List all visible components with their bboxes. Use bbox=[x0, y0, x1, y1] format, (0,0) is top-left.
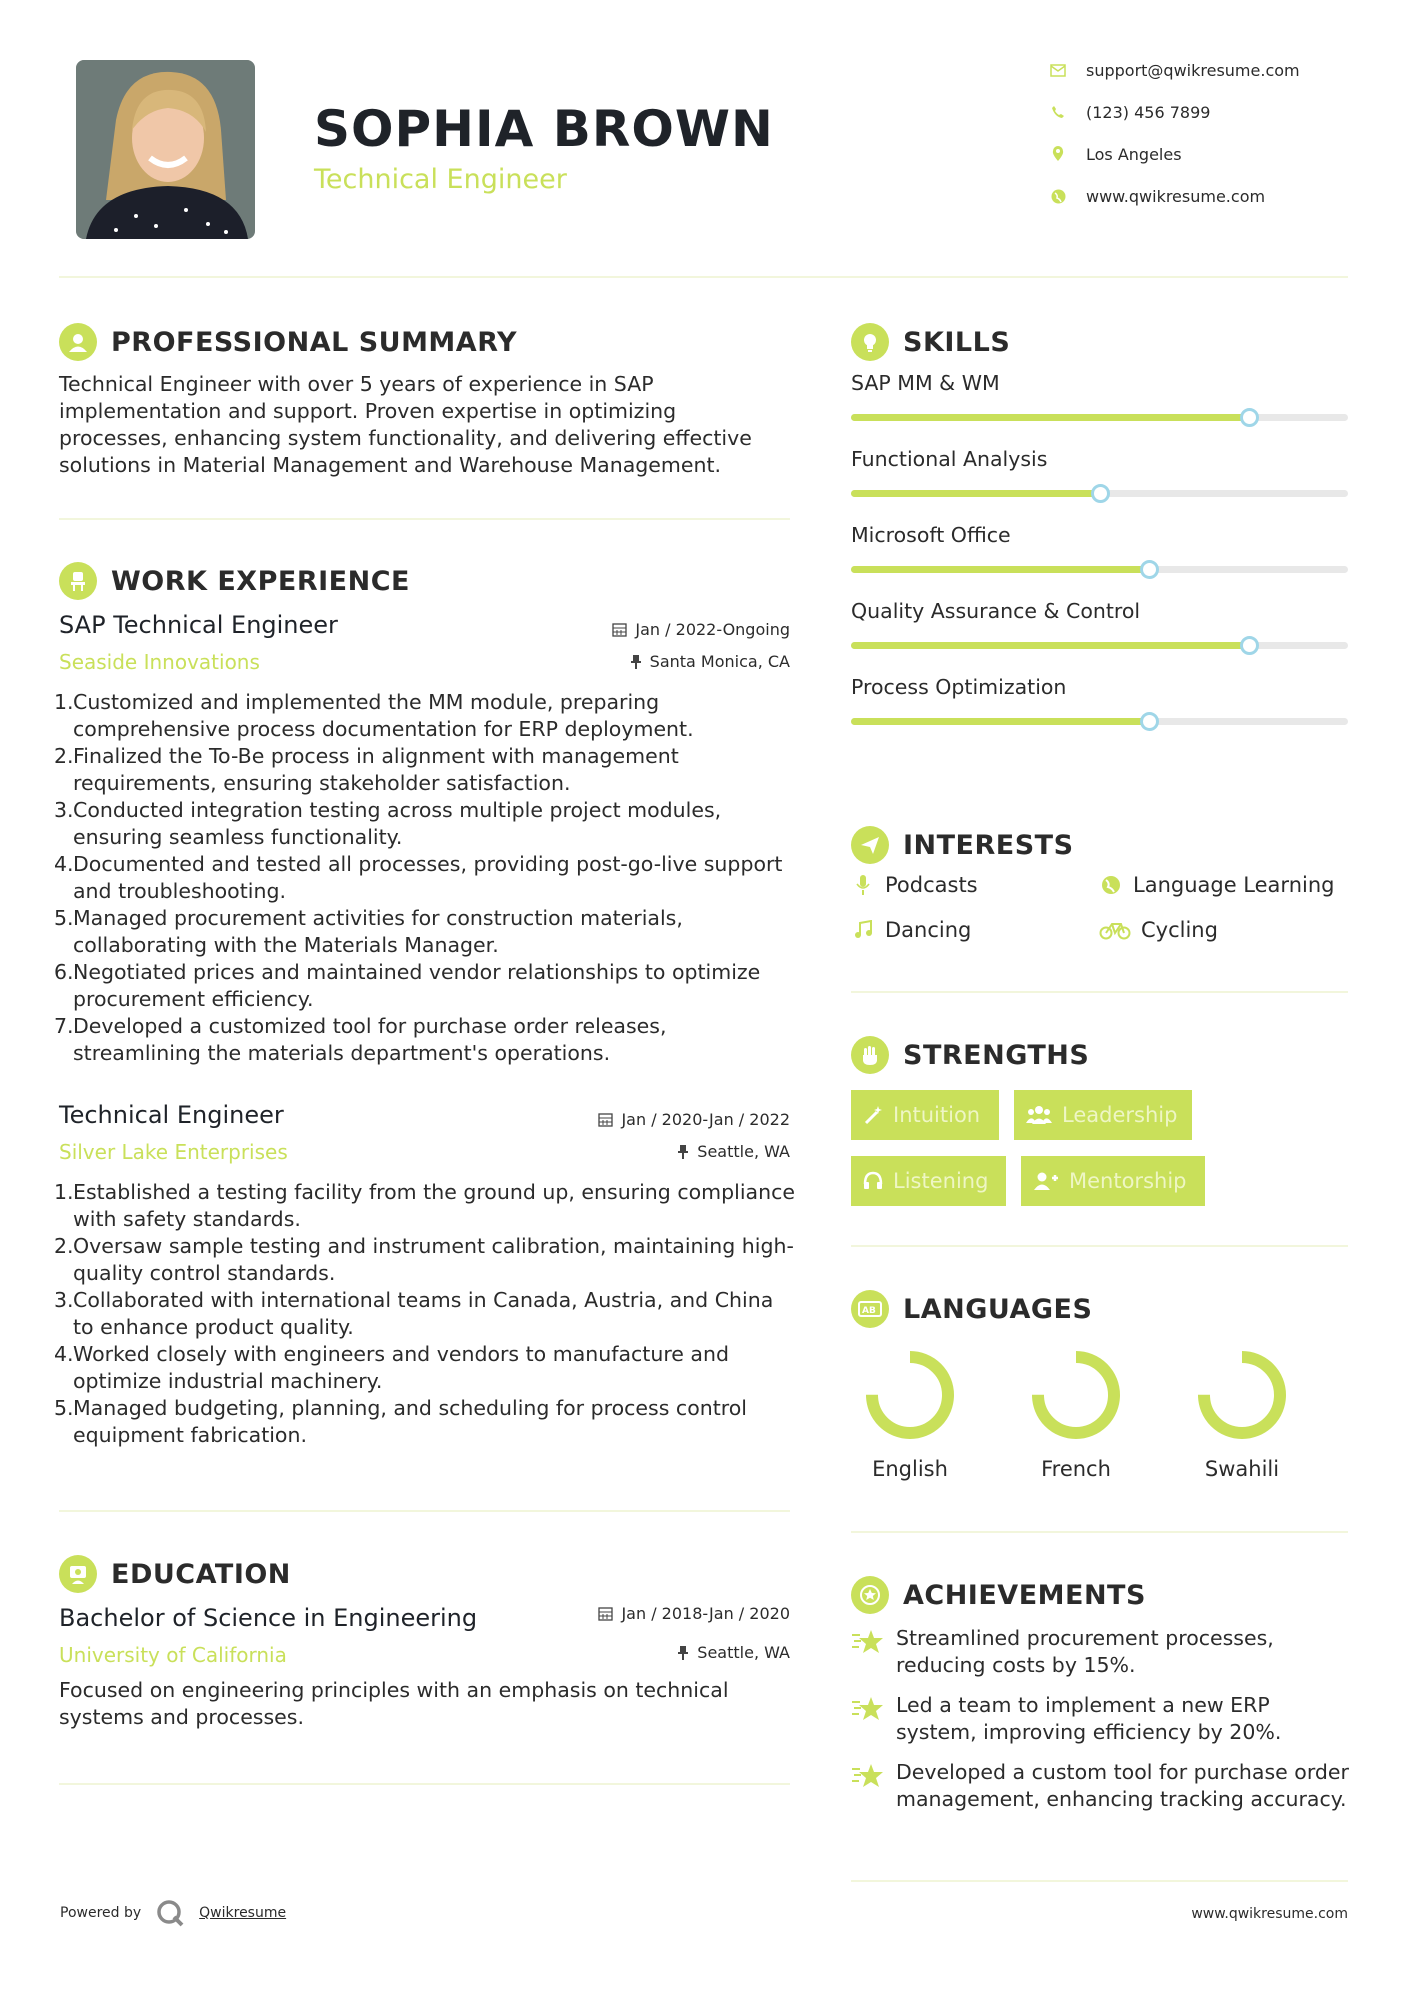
languages-divider bbox=[851, 1531, 1348, 1533]
star-icon bbox=[851, 1761, 885, 1795]
achievement-item: Led a team to implement a new ERP system, improving efficiency by 20%. bbox=[851, 1692, 1351, 1746]
lightbulb-icon bbox=[851, 323, 889, 361]
job-location: Seattle, WA bbox=[560, 1142, 790, 1161]
job-company: Silver Lake Enterprises bbox=[59, 1140, 288, 1164]
interest-item: Cycling bbox=[1099, 918, 1218, 942]
star-icon bbox=[851, 1627, 885, 1661]
education-date: Jan / 2018-Jan / 2020 bbox=[540, 1604, 790, 1623]
achievements-heading: ACHIEVEMENTS bbox=[851, 1576, 1146, 1614]
bicycle-icon bbox=[1099, 918, 1131, 942]
contact-location: Los Angeles bbox=[1050, 142, 1182, 166]
language-level-arc bbox=[1038, 1357, 1114, 1433]
job-title: Technical Engineer bbox=[59, 1101, 284, 1129]
languages-heading: AB LANGUAGES bbox=[851, 1290, 1092, 1328]
contact-email[interactable]: support@qwikresume.com bbox=[1050, 58, 1300, 82]
hand-icon bbox=[851, 1036, 889, 1074]
interest-item: Language Learning bbox=[1099, 873, 1334, 897]
paper-plane-icon bbox=[851, 826, 889, 864]
skill-bar bbox=[851, 414, 1348, 421]
calendar-icon bbox=[598, 1606, 613, 1621]
list-item: 4. Worked closely with engineers and vendors to manufacture and optimize industrial machinery. bbox=[54, 1342, 729, 1393]
profile-photo bbox=[76, 60, 255, 239]
skill-label: Process Optimization bbox=[851, 675, 1067, 699]
skill-bar bbox=[851, 642, 1348, 649]
list-item: 2. Oversaw sample testing and instrument calibration, maintaining high-quality control standards. bbox=[54, 1234, 794, 1285]
magic-wand-icon bbox=[863, 1105, 883, 1125]
language-name: English bbox=[872, 1457, 948, 1481]
language-level-ring bbox=[1197, 1350, 1287, 1440]
job-bullets bbox=[54, 689, 794, 1067]
job-company: Seaside Innovations bbox=[59, 650, 260, 674]
job-date: Jan / 2020-Jan / 2022 bbox=[540, 1110, 790, 1129]
music-note-icon bbox=[851, 918, 875, 942]
pin-icon bbox=[677, 1144, 689, 1159]
user-icon bbox=[59, 323, 97, 361]
language-name: Swahili bbox=[1204, 1457, 1280, 1481]
skill-level-knob bbox=[1091, 484, 1110, 503]
skill-bar bbox=[851, 718, 1348, 725]
skill-bar-fill bbox=[851, 490, 1100, 497]
skill-bar bbox=[851, 566, 1348, 573]
skill-label: Quality Assurance & Control bbox=[851, 599, 1141, 623]
skill-bar-fill bbox=[851, 566, 1149, 573]
interests-heading: INTERESTS bbox=[851, 826, 1074, 864]
strengths-divider bbox=[851, 1245, 1348, 1247]
star-icon bbox=[851, 1694, 885, 1728]
users-icon bbox=[1026, 1105, 1052, 1125]
strength-chip: Leadership bbox=[1014, 1090, 1192, 1140]
user-plus-icon bbox=[1033, 1171, 1059, 1191]
map-pin-icon bbox=[1050, 146, 1066, 162]
envelope-icon bbox=[1050, 62, 1066, 78]
job-bullets bbox=[54, 1179, 799, 1449]
microphone-icon bbox=[851, 873, 875, 897]
strength-chip: Listening bbox=[851, 1156, 1006, 1206]
qwikresume-link[interactable]: Qwikresume bbox=[199, 1905, 287, 1921]
list-item: 1. Customized and implemented the MM module, preparing comprehensive process documentation for ERP deployment. bbox=[54, 690, 694, 741]
experience-heading: WORK EXPERIENCE bbox=[59, 562, 410, 600]
globe-icon bbox=[1050, 188, 1066, 204]
skill-level-knob bbox=[1240, 636, 1259, 655]
summary-divider bbox=[59, 518, 790, 520]
degree-title: Bachelor of Science in Engineering bbox=[59, 1604, 478, 1632]
job-location: Santa Monica, CA bbox=[560, 652, 790, 671]
language-level-ring bbox=[865, 1350, 955, 1440]
language-level-ring bbox=[1031, 1350, 1121, 1440]
skill-level-knob bbox=[1140, 712, 1159, 731]
globe-icon bbox=[1099, 873, 1123, 897]
footer-url[interactable]: www.qwikresume.com bbox=[1191, 1906, 1348, 1922]
list-item: 2. Finalized the To-Be process in alignment with management requirements, ensuring stakeholder satisfaction. bbox=[54, 744, 679, 795]
headphones-icon bbox=[863, 1171, 883, 1191]
strengths-heading: STRENGTHS bbox=[851, 1036, 1089, 1074]
education-heading: EDUCATION bbox=[59, 1555, 291, 1593]
award-icon bbox=[851, 1576, 889, 1614]
list-item: 7. Developed a customized tool for purchase order releases, streamlining the materials department's operations. bbox=[54, 1014, 667, 1065]
list-item: 1. Established a testing facility from the ground up, ensuring compliance with safety standards. bbox=[54, 1180, 795, 1231]
header-divider bbox=[59, 276, 1348, 278]
skill-label: Microsoft Office bbox=[851, 523, 1011, 547]
strength-chip: Intuition bbox=[851, 1090, 999, 1140]
education-divider bbox=[59, 1783, 790, 1785]
skill-bar-fill bbox=[851, 414, 1249, 421]
summary-heading: PROFESSIONAL SUMMARY bbox=[59, 323, 517, 361]
skill-level-knob bbox=[1240, 408, 1259, 427]
skill-bar-fill bbox=[851, 642, 1249, 649]
skill-label: Functional Analysis bbox=[851, 447, 1048, 471]
education-location: Seattle, WA bbox=[560, 1643, 790, 1662]
calendar-icon bbox=[598, 1112, 613, 1127]
list-item: 5. Managed procurement activities for construction materials, collaborating with the Materials Manager. bbox=[54, 906, 683, 957]
language-level-arc bbox=[872, 1357, 948, 1433]
translate-icon bbox=[851, 1290, 889, 1328]
interest-item: Podcasts bbox=[851, 873, 978, 897]
language-level-arc bbox=[1204, 1357, 1280, 1433]
pin-icon bbox=[677, 1645, 689, 1660]
list-item: 5. Managed budgeting, planning, and scheduling for process control equipment fabrication. bbox=[54, 1396, 747, 1447]
interest-item: Dancing bbox=[851, 918, 971, 942]
pin-icon bbox=[630, 654, 642, 669]
skill-label: SAP MM & WM bbox=[851, 371, 1000, 395]
contact-phone[interactable]: (123) 456 7899 bbox=[1050, 100, 1210, 124]
interests-divider bbox=[851, 991, 1348, 993]
list-item: 4. Documented and tested all processes, providing post-go-live support and troubleshooting. bbox=[54, 852, 783, 903]
graduate-icon bbox=[59, 1555, 97, 1593]
list-item: 3. Conducted integration testing across multiple project modules, ensuring seamless functionality. bbox=[54, 798, 722, 849]
skill-level-knob bbox=[1140, 560, 1159, 579]
phone-icon bbox=[1050, 104, 1066, 120]
achievement-item: Streamlined procurement processes, reducing costs by 15%. bbox=[851, 1625, 1351, 1679]
list-item: 6. Negotiated prices and maintained vendor relationships to optimize procurement efficiency. bbox=[54, 960, 761, 1011]
contact-website[interactable]: www.qwikresume.com bbox=[1050, 184, 1265, 208]
achievement-item: Developed a custom tool for purchase order management, enhancing tracking accuracy. bbox=[851, 1759, 1351, 1813]
experience-divider bbox=[59, 1510, 790, 1512]
footer-branding: Powered by Qwikresume bbox=[60, 1898, 286, 1928]
candidate-name: SOPHIA BROWN bbox=[314, 100, 774, 158]
school-name: University of California bbox=[59, 1643, 287, 1667]
chair-icon bbox=[59, 562, 97, 600]
skill-bar-fill bbox=[851, 718, 1149, 725]
calendar-icon bbox=[612, 622, 627, 637]
skills-heading: SKILLS bbox=[851, 323, 1010, 361]
job-title: SAP Technical Engineer bbox=[59, 611, 338, 639]
education-text: Focused on engineering principles with an emphasis on technical systems and processes. bbox=[59, 1678, 729, 1729]
list-item: 3. Collaborated with international teams in Canada, Austria, and China to enhance product quality. bbox=[54, 1288, 774, 1339]
skill-bar bbox=[851, 490, 1348, 497]
language-name: French bbox=[1041, 1457, 1111, 1481]
summary-text: Technical Engineer with over 5 years of experience in SAP implementation and support. Proven expertise in optimizing processes, enhancing system functionality, and delivering effective solutions in Material Management and Warehouse Management. bbox=[59, 372, 752, 477]
achievements-divider bbox=[851, 1880, 1348, 1882]
svg-text:AB: AB bbox=[862, 1306, 876, 1316]
strength-chip: Mentorship bbox=[1021, 1156, 1205, 1206]
candidate-role: Technical Engineer bbox=[314, 164, 567, 195]
qwikresume-logo-icon bbox=[155, 1898, 185, 1928]
job-date: Jan / 2022-Ongoing bbox=[560, 620, 790, 639]
